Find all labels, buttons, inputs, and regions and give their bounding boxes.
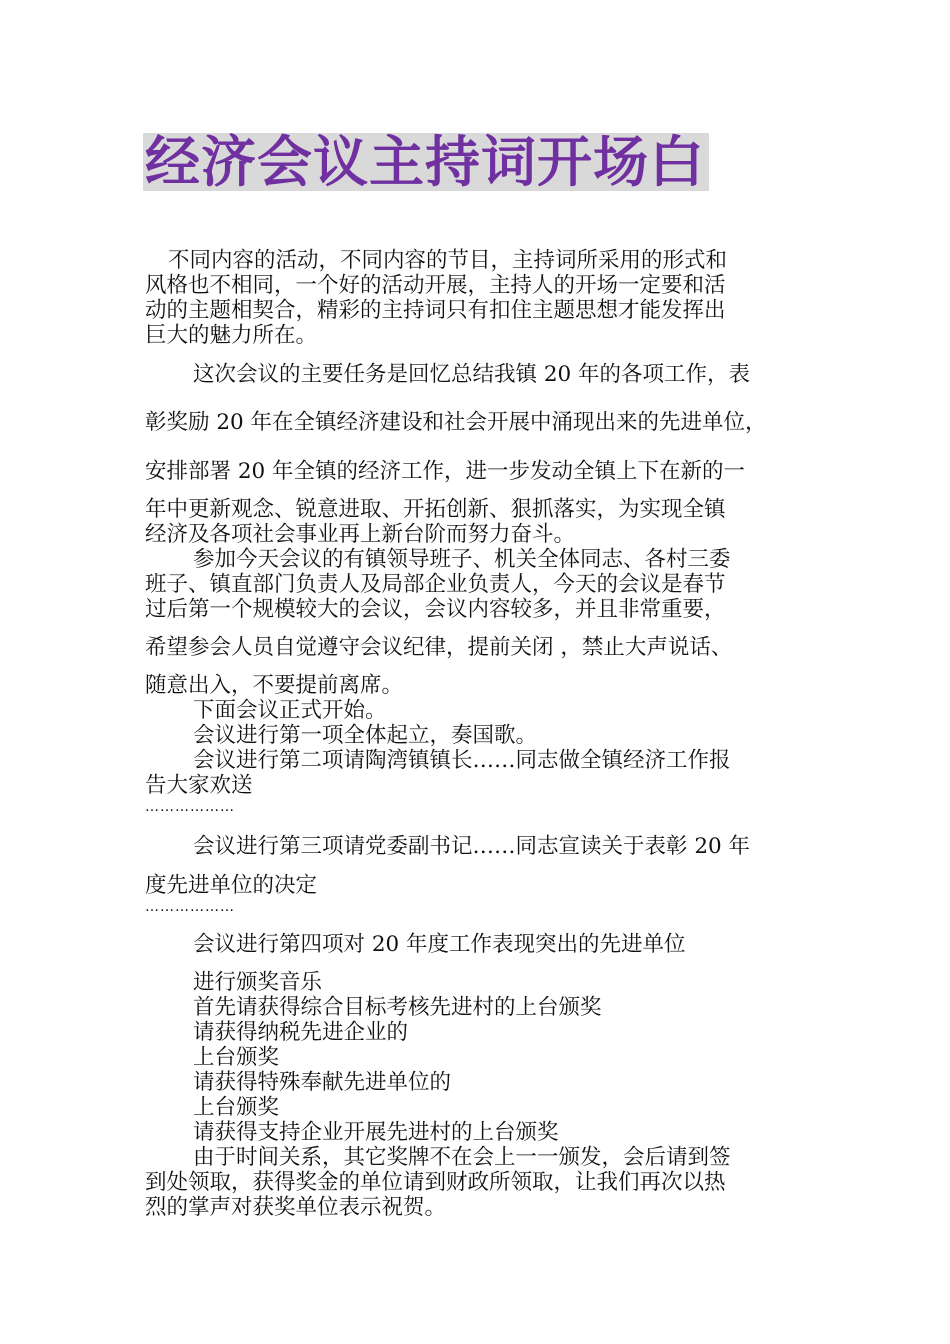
text-line: 班子、镇直部门负责人及局部企业负责人，今天的会议是春节 — [145, 572, 726, 597]
text-line: 动的主题相契合，精彩的主持词只有扣住主题思想才能发挥出 — [145, 298, 726, 323]
text-line: 首先请获得综合目标考核先进村的上台颁奖 — [193, 995, 602, 1020]
text-line: 风格也不相同，一个好的活动开展，主持人的开场一定要和活 — [145, 273, 726, 298]
text-line: 会议进行第一项全体起立，奏国歌。 — [193, 723, 538, 748]
text-line: 上台颁奖 — [193, 1045, 280, 1070]
text-line: 请获得特殊奉献先进单位的 — [193, 1070, 452, 1095]
text-line: 安排部署 20 年全镇的经济工作，进一步发动全镇上下在新的一 — [145, 459, 746, 484]
text-line: 随意出入，不要提前离席。 — [145, 673, 404, 698]
text-line: 烈的掌声对获奖单位表示祝贺。 — [145, 1195, 447, 1220]
text-line: 会议进行第三项请党委副书记……同志宣读关于表彰 20 年 — [193, 834, 751, 859]
document-title: 经济会议主持词开场白 — [143, 133, 709, 191]
text-line: 会议进行第四项对 20 年度工作表现突出的先进单位 — [193, 932, 686, 957]
text-line: 度先进单位的决定 — [145, 873, 318, 898]
text-line: 这次会议的主要任务是回忆总结我镇 20 年的各项工作，表 — [193, 362, 751, 387]
text-line: 上台颁奖 — [193, 1095, 280, 1120]
text-line: 不同内容的活动，不同内容的节目，主持词所采用的形式和 — [168, 248, 728, 273]
text-line: 经济及各项社会事业再上新台阶而努力奋斗。 — [145, 522, 576, 547]
text-line: 年中更新观念、锐意进取、开拓创新、狠抓落实，为实现全镇 — [145, 497, 726, 522]
text-line: 到处领取，获得奖金的单位请到财政所领取，让我们再次以热 — [145, 1170, 726, 1195]
text-line: 告大家欢送 — [145, 773, 253, 798]
text-line: 会议进行第二项请陶湾镇镇长……同志做全镇经济工作报 — [193, 748, 731, 773]
text-line: 由于时间关系，其它奖牌不在会上一一颁发，会后请到签 — [193, 1145, 731, 1170]
text-line: 进行颁奖音乐 — [193, 970, 323, 995]
text-line: 希望参会人员自觉遵守会议纪律，提前关闭 ，禁止大声说话、 — [145, 635, 733, 660]
text-line: 过后第一个规模较大的会议，会议内容较多，并且非常重要， — [145, 597, 726, 622]
text-line: 下面会议正式开始。 — [193, 698, 387, 723]
text-line: 请获得支持企业开展先进村的上台颁奖 — [193, 1120, 559, 1145]
text-line: 请获得纳税先进企业的 — [193, 1020, 409, 1045]
dotted-leader: ……………… — [145, 899, 235, 915]
text-line: 参加今天会议的有镇领导班子、机关全体同志、各村三委 — [193, 547, 731, 572]
dotted-leader: ……………… — [145, 799, 235, 815]
text-line: 巨大的魅力所在。 — [145, 323, 318, 348]
text-line: 彰奖励 20 年在全镇经济建设和社会开展中涌现出来的先进单位， — [145, 410, 767, 435]
